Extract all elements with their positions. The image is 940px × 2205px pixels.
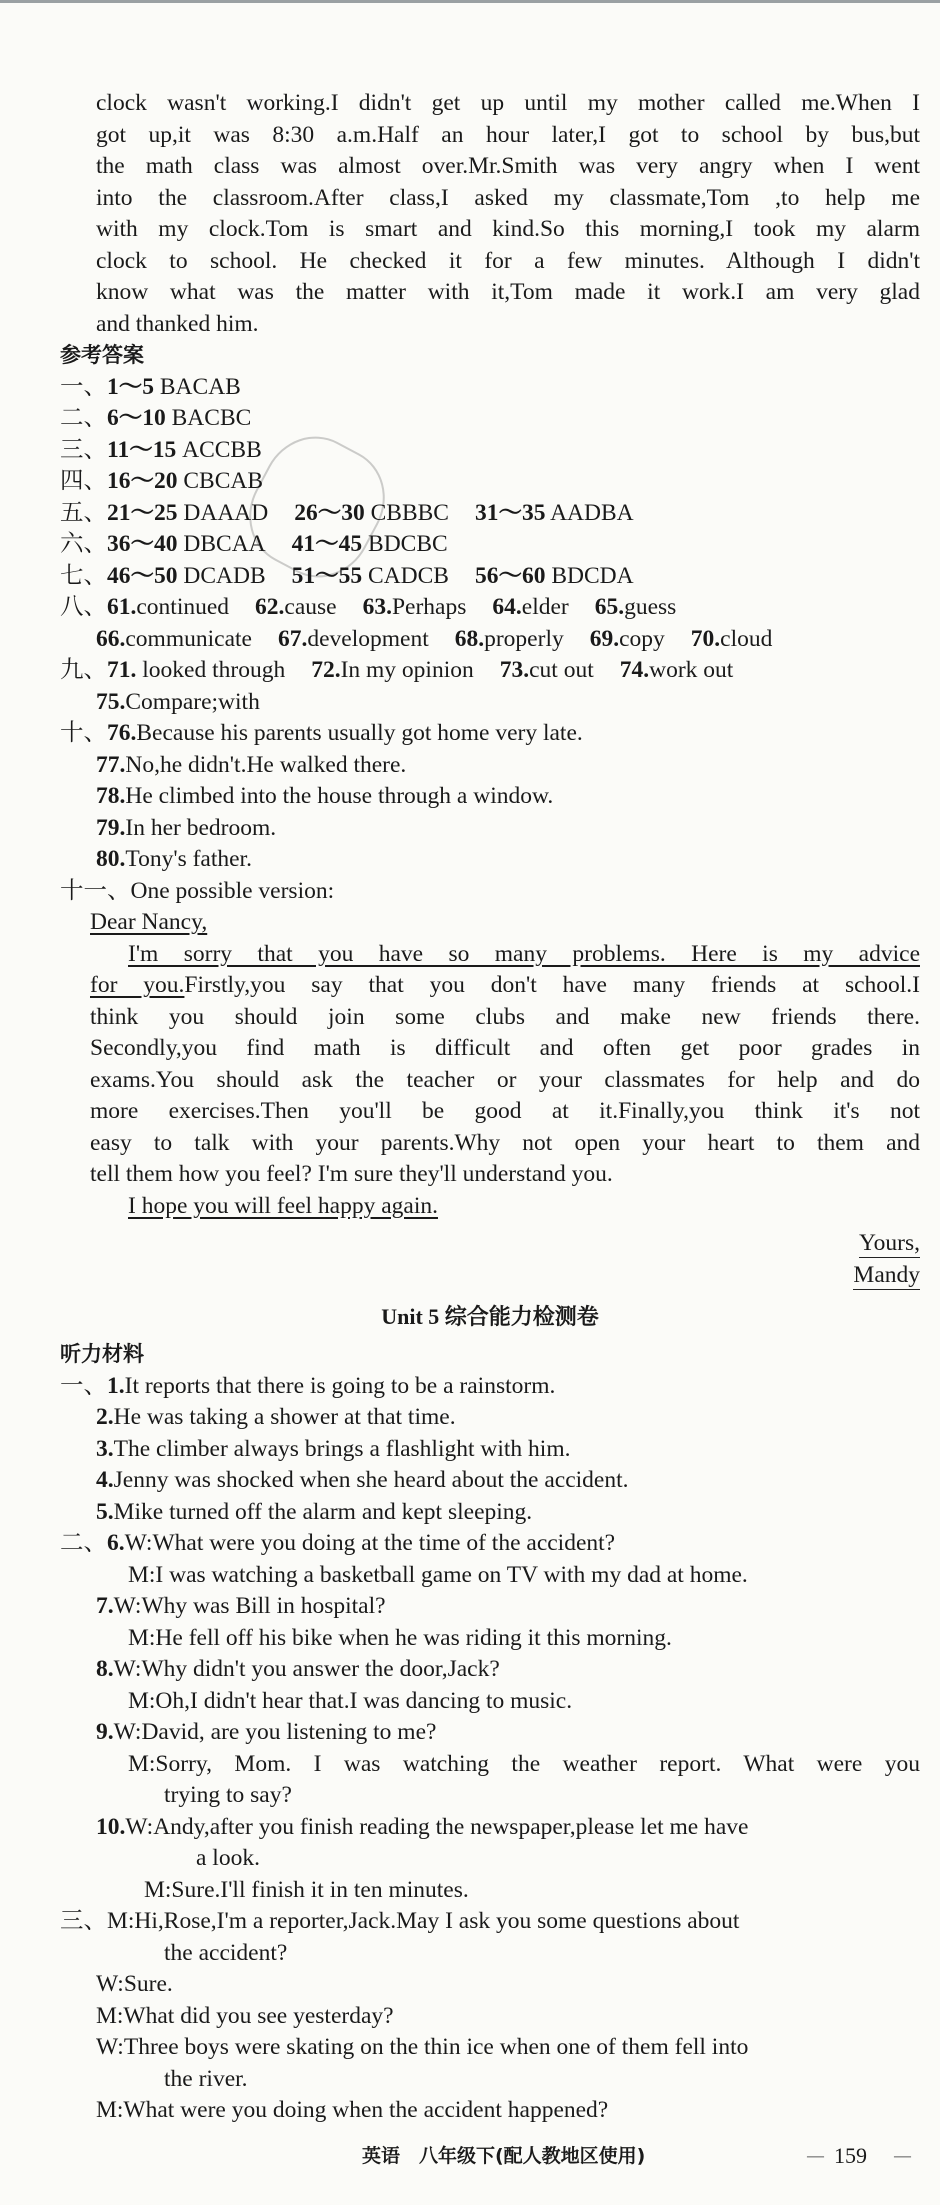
page-content <box>60 88 920 2127</box>
letter-line: I'm sorry that you have so many problems. Here is my advice <box>128 940 920 967</box>
story-line: the math class was almost over.Mr.Smith was very angry when I went <box>96 153 920 179</box>
answer-row-11: 十一、One possible version: <box>60 877 335 904</box>
dialogue-line: 9.W:David, are you listening to me? <box>96 1719 437 1745</box>
letter-greeting: Dear Nancy, <box>90 909 208 935</box>
answer-row-8b: 66.communicate 67.development 68.properly 69.copy 70.cloud <box>96 625 773 652</box>
dialogue-line: M:Sorry, Mom. I was watching the weather report. What were you <box>128 1750 920 1777</box>
dialogue-line: 8.W:Why didn't you answer the door,Jack? <box>96 1656 500 1682</box>
footer-title: 英语 八年级下(配人教地区使用) <box>362 2145 646 2167</box>
letter-line: for you.Firstly,you say that you don't have many friends at school.I <box>90 972 920 998</box>
footer-dash: — <box>893 2145 912 2167</box>
dialogue-line: M:I was watching a basketball game on TV with my dad at home. <box>128 1561 748 1588</box>
answer-row-2: 二、6～10 BACBC <box>60 405 252 431</box>
story-line: clock to school. He checked it for a few minutes. Although I didn't <box>96 247 920 274</box>
listening-item: 5.Mike turned off the alarm and kept sleeping. <box>96 1498 533 1525</box>
listening-item: 3.The climber always brings a flashlight with him. <box>96 1435 571 1462</box>
answer-row-80: 80.Tony's father. <box>96 846 252 872</box>
answer-row-8a: 八、61.continued 62.cause 63.Perhaps 64.elder 65.guess <box>60 594 677 620</box>
listening-item: 2.He was taking a shower at that time. <box>96 1404 456 1430</box>
page-number: 159 <box>834 2143 867 2168</box>
sample-letter <box>60 907 920 1291</box>
section-header: 听力材料 <box>60 1342 144 1366</box>
dialogue-line: W:Sure. <box>96 1971 173 1997</box>
answers-header: 参考答案 <box>60 343 144 367</box>
answer-row-1: 一、1～5 BACAB <box>60 373 241 400</box>
answer-row-6: 六、36～40 DBCAA 41～45 BDCBC <box>60 531 448 557</box>
answer-row-4: 四、16～20 CBCAB <box>60 468 264 494</box>
letter-line: think you should join some clubs and make new friends there. <box>90 1003 920 1030</box>
listening-item: 4.Jenny was shocked when she heard about the accident. <box>96 1467 629 1493</box>
dialogue-line: 三、M:Hi,Rose,I'm a reporter,Jack.May I ask you some questions about <box>60 1908 740 1934</box>
story-line: and thanked him. <box>96 310 259 337</box>
answer-row-76: 十、76.Because his parents usually got home very late. <box>60 720 583 746</box>
story-line: got up,it was 8:30 a.m.Half an hour later,I got to school by bus,but <box>96 121 920 148</box>
answer-rows <box>60 372 920 908</box>
dialogue-line: a look. <box>196 1845 260 1871</box>
letter-yours: Yours, <box>859 1230 920 1256</box>
answer-row-7: 七、46～50 DCADB 51～55 CADCB 56～60 BDCDA <box>60 562 634 589</box>
dialogue-line: the river. <box>164 2065 248 2092</box>
story-line: know what was the matter with it,Tom made it work.I am very glad <box>96 279 920 305</box>
listening-part-1 <box>60 1371 920 1529</box>
story-line: with my clock.Tom is smart and kind.So this morning,I took my alarm <box>96 216 920 242</box>
letter-signature: Mandy <box>853 1261 920 1288</box>
answer-row-9a: 九、71. looked through 72.In my opinion 73.cut out 74.work out <box>60 657 734 683</box>
story-line: clock wasn't working.I didn't get up until my mother called me.When I <box>96 90 920 116</box>
answer-row-79: 79.In her bedroom. <box>96 814 277 841</box>
answer-row-77: 77.No,he didn't.He walked there. <box>96 751 407 778</box>
answer-row-78: 78.He climbed into the house through a window. <box>96 783 554 809</box>
story-passage <box>60 88 920 340</box>
dialogue-line: 10.W:Andy,after you finish reading the newspaper,please let me have <box>96 1813 749 1840</box>
top-border <box>0 0 940 3</box>
dialogue-line: M:Sure.I'll finish it in ten minutes. <box>144 1876 469 1903</box>
unit-title: Unit 5 综合能力检测卷 <box>381 1304 599 1330</box>
dialogue-line: M:He fell off his bike when he was riding it this morning. <box>128 1624 672 1651</box>
listening-item: 一、1.It reports that there is going to be a rainstorm. <box>60 1372 556 1399</box>
letter-line: exams.You should ask the teacher or your classmates for help and do <box>90 1066 920 1093</box>
dialogue-line: M:Oh,I didn't hear that.I was dancing to music. <box>128 1687 573 1714</box>
dialogue-line: W:Three boys were skating on the thin ice when one of them fell into <box>96 2034 749 2060</box>
dialogue-line: M:What did you see yesterday? <box>96 2002 394 2029</box>
letter-line: Secondly,you find math is difficult and often get poor grades in <box>90 1035 920 1061</box>
footer-dash: — <box>806 2145 825 2167</box>
letter-line: tell them how you feel? I'm sure they'll understand you. <box>90 1161 613 1187</box>
dialogue-line: the accident? <box>164 1939 288 1966</box>
story-line: into the classroom.After class,I asked my classmate,Tom ,to help me <box>96 184 920 211</box>
answer-row-3: 三、11～15 ACCBB <box>60 436 262 463</box>
dialogue-line: 7.W:Why was Bill in hospital? <box>96 1593 386 1619</box>
listening-part-2 <box>60 1528 920 1906</box>
dialogue-line: M:What were you doing when the accident happened? <box>96 2097 609 2123</box>
listening-part-3 <box>60 1906 920 2127</box>
answer-row-9b: 75.Compare;with <box>96 688 260 715</box>
letter-line: easy to talk with your parents.Why not open your heart to them and <box>90 1129 920 1156</box>
dialogue-line: 二、6.W:What were you doing at the time of the accident? <box>60 1530 616 1556</box>
answer-row-5: 五、21～25 DAAAD 26～30 CBBBC 31～35 AADBA <box>60 499 634 526</box>
letter-closing: I hope you will feel happy again. <box>128 1192 438 1219</box>
letter-line: more exercises.Then you'll be good at it.Finally,you think it's not <box>90 1098 920 1124</box>
page-footer <box>0 2140 940 2172</box>
dialogue-line: trying to say? <box>164 1782 292 1808</box>
